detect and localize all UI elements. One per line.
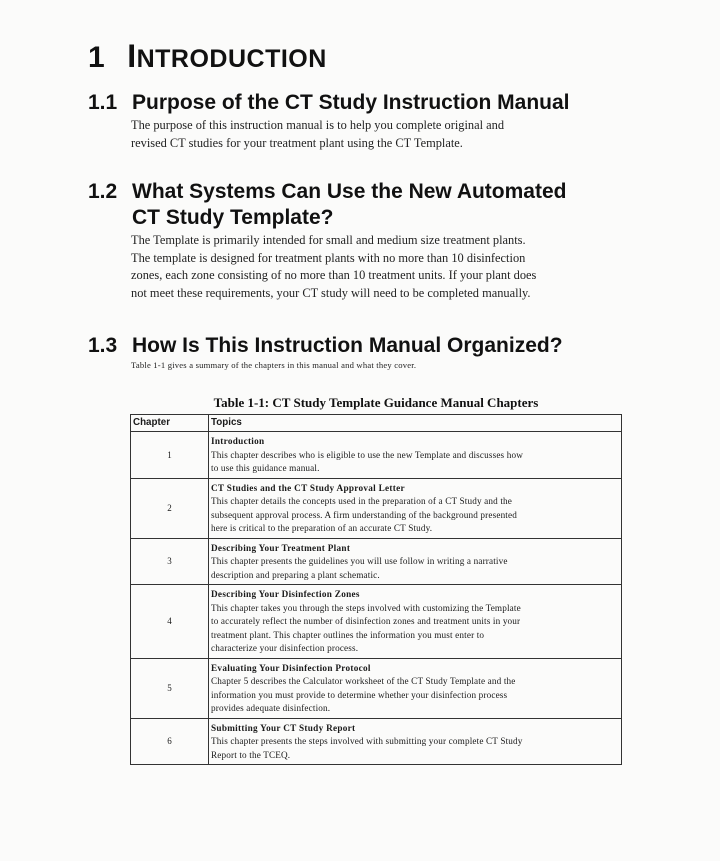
- topic-title: Submitting Your CT Study Report: [211, 722, 356, 733]
- topic-line: description and preparing a plant schematic.: [211, 569, 380, 580]
- chapters-table: [130, 414, 622, 765]
- topics-cell: [209, 658, 622, 718]
- table-row: [131, 478, 622, 538]
- topic-title: Evaluating Your Disinfection Protocol: [211, 662, 371, 673]
- chapter-number-cell: 5: [131, 658, 209, 718]
- topics-cell: [209, 538, 622, 585]
- body-line: zones, each zone consisting of no more than 10 treatment units. If your plant does: [131, 268, 537, 282]
- table-row: [131, 585, 622, 659]
- body-line: revised CT studies for your treatment plant using the CT Template.: [131, 135, 463, 150]
- section-body-1-1: [131, 117, 631, 152]
- topics-cell: [209, 718, 622, 765]
- body-line: not meet these requirements, your CT study will need to be completed manually.: [131, 285, 531, 300]
- topic-title: Introduction: [211, 436, 265, 446]
- table-header-row: [131, 415, 622, 432]
- chapter-number-cell: 2: [131, 478, 209, 538]
- table-caption: Table 1-1: CT Study Template Guidance Manual Chapters: [213, 395, 539, 410]
- section-heading-1-1: [88, 90, 570, 116]
- table-row: [131, 432, 622, 479]
- topic-line: This chapter describes who is eligible to use the new Template and discusses how: [211, 449, 524, 460]
- table-row: [131, 658, 622, 718]
- chapter-number-cell: 3: [131, 538, 209, 585]
- chapter-title-rest: NTRODUCTION: [136, 45, 327, 73]
- table-intro: Table 1-1 gives a summary of the chapters in this manual and what they cover.: [131, 360, 417, 370]
- topic-line: subsequent approval process. A firm understanding of the background presented: [211, 509, 517, 520]
- topic-line: This chapter takes you through the steps involved with customizing the Template: [211, 602, 521, 613]
- chapter-heading: [88, 38, 327, 75]
- topic-line: information you must provide to determine whether your disinfection process: [211, 689, 508, 700]
- topics-cell: [209, 432, 622, 479]
- topic-title: Describing Your Disinfection Zones: [211, 589, 360, 599]
- topics-cell: [209, 585, 622, 659]
- topic-line: provides adequate disinfection.: [211, 703, 331, 713]
- section-title-line: CT Study Template?: [132, 206, 334, 229]
- chapter-number-cell: 6: [131, 718, 209, 765]
- topic-line: Chapter 5 describes the Calculator worksheet of the CT Study Template and the: [211, 676, 516, 686]
- table-row: [131, 718, 622, 765]
- chapter-title-initial: I: [127, 38, 137, 74]
- topic-line: here is critical to the preparation of an accurate CT Study.: [211, 523, 433, 533]
- section-number: 1.1: [88, 91, 118, 114]
- topic-line: treatment plant. This chapter outlines the information you must enter to: [211, 629, 485, 640]
- section-heading-1-2: [88, 179, 566, 231]
- chapter-number-cell: 4: [131, 585, 209, 659]
- topic-line: This chapter presents the steps involved with submitting your complete CT Study: [211, 736, 523, 746]
- chapter-number: 1: [88, 41, 106, 74]
- topic-title: CT Studies and the CT Study Approval Letter: [211, 482, 405, 493]
- topic-line: to accurately reflect the number of disinfection zones and treatment units in your: [211, 616, 521, 626]
- topic-line: Report to the TCEQ.: [211, 749, 291, 760]
- topic-title: Describing Your Treatment Plant: [211, 542, 351, 553]
- header-topics: Topics: [209, 415, 622, 432]
- body-line: The Template is primarily intended for small and medium size treatment plants.: [131, 233, 526, 247]
- topic-line: to use this guidance manual.: [211, 463, 320, 473]
- topic-line: This chapter presents the guidelines you will use follow in writing a narrative: [211, 556, 508, 566]
- section-title-line: What Systems Can Use the New Automated: [132, 180, 567, 203]
- section-heading-1-3: [88, 333, 563, 359]
- topic-line: This chapter details the concepts used in the preparation of a CT Study and the: [211, 496, 513, 506]
- topic-line: characterize your disinfection process.: [211, 643, 359, 653]
- topics-cell: [209, 478, 622, 538]
- body-line: The template is designed for treatment plants with no more than 10 disinfection: [131, 250, 526, 265]
- header-chapter: Chapter: [131, 415, 209, 432]
- chapter-number-cell: 1: [131, 432, 209, 479]
- section-title: Purpose of the CT Study Instruction Manual: [132, 91, 570, 114]
- section-number: 1.2: [88, 180, 118, 203]
- body-line: The purpose of this instruction manual is to help you complete original and: [131, 118, 505, 132]
- table-row: [131, 538, 622, 585]
- section-number: 1.3: [88, 334, 118, 357]
- section-title: How Is This Instruction Manual Organized?: [132, 334, 563, 357]
- section-body-1-2: [131, 232, 631, 302]
